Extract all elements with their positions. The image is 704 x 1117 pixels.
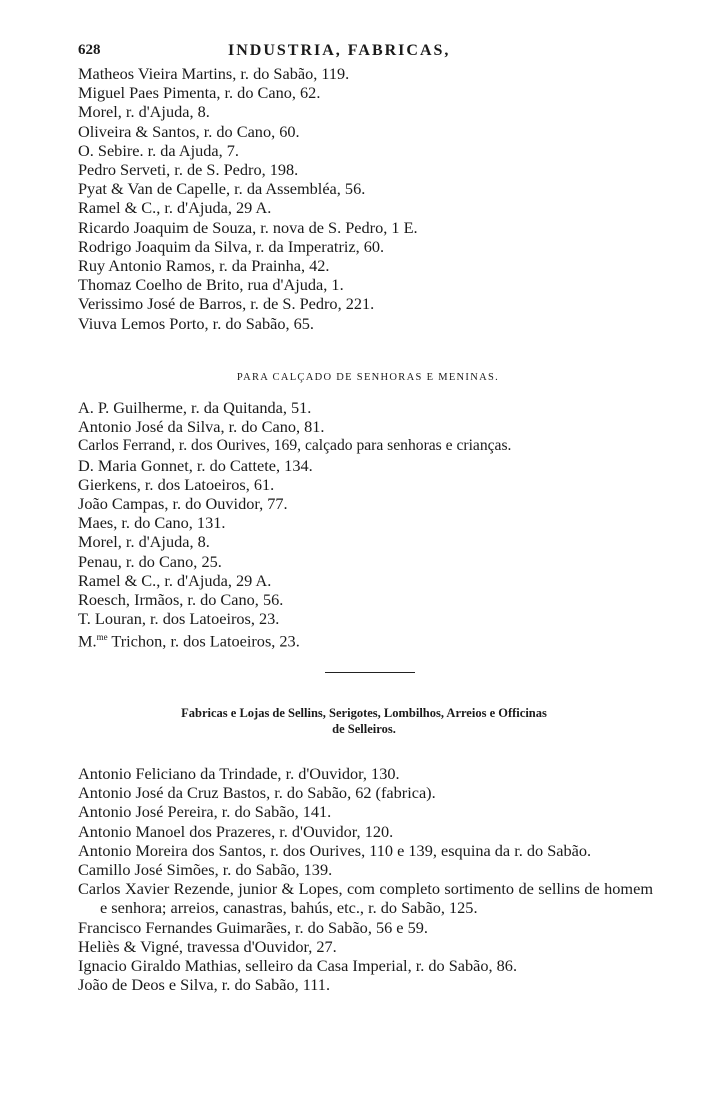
list-item: Rodrigo Joaquim da Silva, r. da Imperatriz, 60. [78,236,385,256]
entry-text: Trichon, r. dos Latoeiros, 23. [107,631,300,651]
page-number: 628 [78,42,101,58]
list-item: Antonio José da Cruz Bastos, r. do Sabão, 62 (fabrica). [78,783,436,803]
list-item: Heliès & Vigné, travessa d'Ouvidor, 27. [78,936,337,956]
heading-line: Fabricas e Lojas de Sellins, Serigotes, Lombilhos, Arreios e Officinas [181,706,547,720]
list-item: Morel, r. d'Ajuda, 8. [78,102,210,122]
section-3-heading [78,705,650,737]
list-item: Verissimo José de Barros, r. de S. Pedro, 221. [78,294,375,314]
list-item: Antonio José Pereira, r. do Sabão, 141. [78,802,332,822]
list-item: Morel, r. d'Ajuda, 8. [78,532,210,552]
list-item: Ramel & C., r. d'Ajuda, 29 A. [78,570,272,590]
section-2-heading: PARA CALÇADO DE SENHORAS E MENINAS. [236,372,500,383]
list-item: João Campas, r. do Ouvidor, 77. [78,494,288,514]
section-2-list [78,398,658,651]
list-item: O. Sebire. r. da Ajuda, 7. [78,140,239,160]
list-item: Ignacio Giraldo Mathias, selleiro da Casa Imperial, r. do Sabão, 86. [78,956,518,976]
list-item: Antonio Moreira dos Santos, r. dos Ourives, 110 e 139, esquina da r. do Sabão. [78,840,592,860]
list-item: Carlos Xavier Rezende, junior & Lopes, com completo sortimento de sellins de homem e senhora; arreios, canastras, bahús, etc., r. do Sabão, 125. [78,879,653,918]
list-item: Miguel Paes Pimenta, r. do Cano, 62. [78,83,321,103]
list-item: Ramel & C., r. d'Ajuda, 29 A. [78,198,272,218]
list-item: Gierkens, r. dos Latoeiros, 61. [78,474,275,494]
list-item: Oliveira & Santos, r. do Cano, 60. [78,121,300,141]
list-item: João de Deos e Silva, r. do Sabão, 111. [78,975,331,995]
list-item: A. P. Guilherme, r. da Quitanda, 51. [78,398,312,417]
list-item: Camillo José Simões, r. do Sabão, 139. [78,860,333,880]
title-abbrev: M. [78,631,97,651]
list-item: Ruy Antonio Ramos, r. da Prainha, 42. [78,256,330,276]
list-item: Viuva Lemos Porto, r. do Sabão, 65. [78,313,314,333]
section-3-list [78,764,653,994]
list-item: Carlos Ferrand, r. dos Ourives, 169, calçado para senhoras e crianças. [78,437,512,455]
list-item: Maes, r. do Cano, 131. [78,513,226,533]
list-item: Francisco Fernandes Guimarães, r. do Sabão, 56 e 59. [78,917,428,937]
section-divider [325,672,415,673]
list-item: Pedro Serveti, r. de S. Pedro, 198. [78,160,299,180]
title-abbrev-sup: me [96,632,108,643]
list-item: Penau, r. do Cano, 25. [78,551,222,571]
list-item: Ricardo Joaquim de Souza, r. nova de S. Pedro, 1 E. [78,217,418,237]
list-item: D. Maria Gonnet, r. do Cattete, 134. [78,455,313,475]
section-1-list [78,64,658,333]
list-item [78,628,658,651]
list-item: Antonio Manoel dos Prazeres, r. d'Ouvidor, 120. [78,821,394,841]
list-item: Matheos Vieira Martins, r. do Sabão, 119. [78,64,350,83]
heading-line: de Selleiros. [332,722,396,736]
running-title: INDUSTRIA, FABRICAS, [228,42,451,59]
list-item: Thomaz Coelho de Brito, rua d'Ajuda, 1. [78,275,344,295]
page-header [78,42,638,64]
list-item: Antonio José da Silva, r. do Cano, 81. [78,417,325,437]
list-item: T. Louran, r. dos Latoeiros, 23. [78,609,280,629]
list-item: Roesch, Irmãos, r. do Cano, 56. [78,590,284,610]
list-item: Pyat & Van de Capelle, r. da Assembléa, 56. [78,179,366,199]
list-item: Antonio Feliciano da Trindade, r. d'Ouvidor, 130. [78,764,400,783]
